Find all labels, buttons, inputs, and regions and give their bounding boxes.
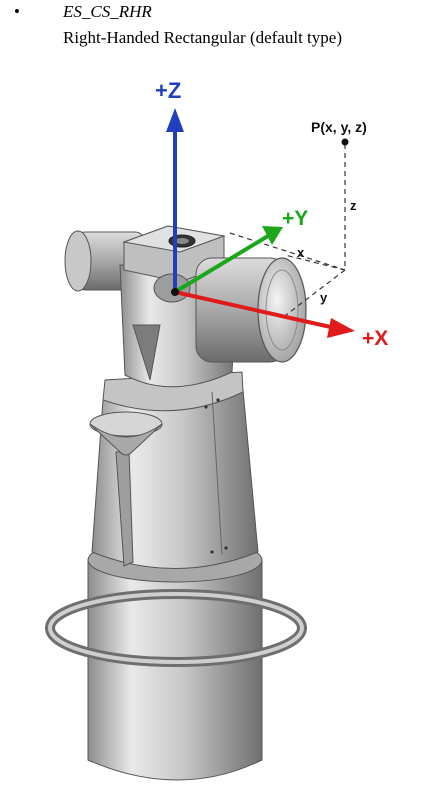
x-axis-label: +X <box>362 327 389 350</box>
dim-y-label: y <box>320 290 328 305</box>
dim-x-label: x <box>297 245 305 260</box>
bullet-symbol: • <box>14 2 20 21</box>
sensor-head <box>65 226 306 387</box>
coordinate-system-figure <box>0 60 426 796</box>
z-axis-arrowhead <box>166 108 184 132</box>
z-axis-label: +Z <box>155 78 182 103</box>
origin-point <box>171 288 179 296</box>
x-axis-arrowhead <box>327 318 355 338</box>
pedestal <box>50 372 302 780</box>
point-p-label: P(x, y, z) <box>311 119 367 135</box>
y-axis-label: +Y <box>282 207 309 230</box>
coordinate-system-code: ES_CS_RHR <box>63 2 152 21</box>
point-p-marker <box>342 139 349 146</box>
dim-z-label: z <box>350 198 357 213</box>
coordinate-system-description: Right-Handed Rectangular (default type) <box>63 28 342 47</box>
